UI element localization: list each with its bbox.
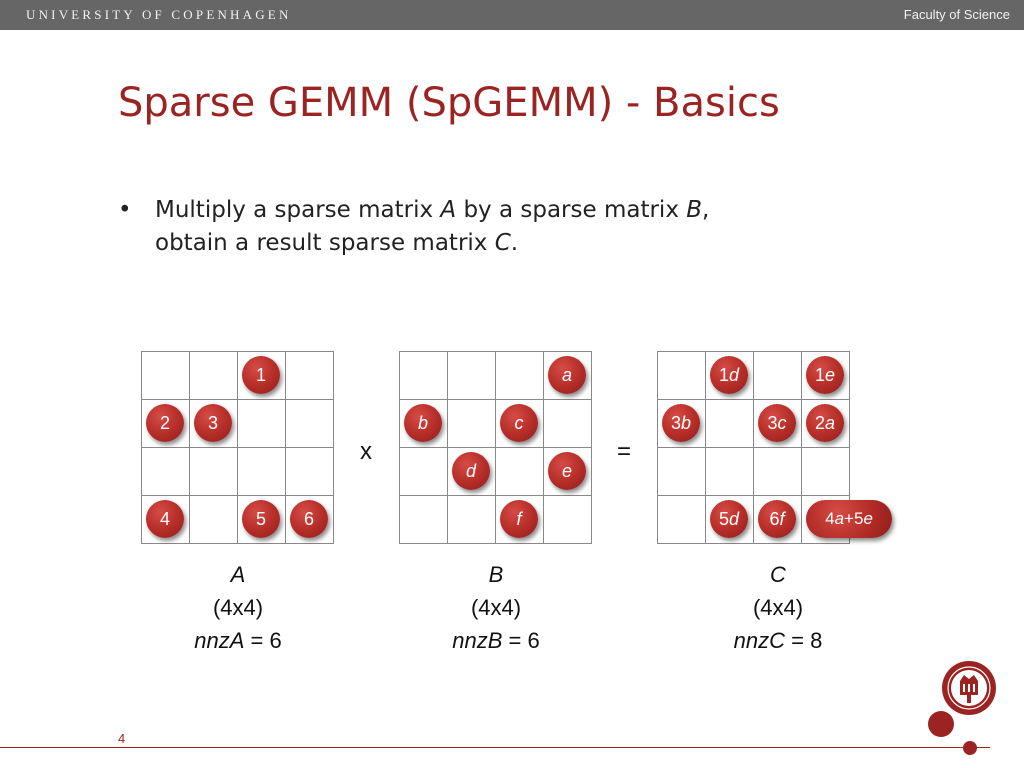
- nonzero-entry: 5 d: [710, 500, 748, 538]
- bullet-matrix-b: B: [686, 197, 703, 223]
- matrix-cell: [142, 400, 190, 448]
- matrix-a-name: A: [230, 562, 246, 587]
- matrix-b-caption: [416, 558, 576, 657]
- matrix-cell: [190, 448, 238, 496]
- nonzero-entry: 6: [290, 500, 328, 538]
- matrix-cell: [142, 352, 190, 400]
- matrix-cell: [400, 448, 448, 496]
- matrix-cell: [544, 352, 592, 400]
- nonzero-entry: c: [500, 404, 538, 442]
- footer-divider: [0, 747, 990, 748]
- bullet-text-part: Multiply a sparse matrix: [155, 197, 441, 223]
- matrix-cell: [400, 400, 448, 448]
- matrix-c-dims: (4x4): [752, 595, 804, 620]
- matrix-c-caption: [698, 558, 858, 657]
- matrix-b-nnz-value: = 6: [502, 628, 540, 653]
- matrix-cell: [802, 400, 850, 448]
- matrix-cell: [802, 352, 850, 400]
- decorative-circle-large: [928, 711, 954, 737]
- bullet-item: [118, 194, 898, 260]
- matrix-b-dims: (4x4): [470, 595, 522, 620]
- decorative-circle-small: [963, 741, 977, 755]
- matrix-cell: [142, 496, 190, 544]
- matrix-cell: [238, 496, 286, 544]
- matrix-cell: [754, 496, 802, 544]
- matrix-cell: [754, 400, 802, 448]
- matrix-c-nnz-label: nnzC: [733, 628, 786, 653]
- nonzero-entry: e: [548, 452, 586, 490]
- nonzero-entry: 2 a: [806, 404, 844, 442]
- header-bar: [0, 0, 1024, 30]
- matrix-b-name: B: [488, 562, 504, 587]
- matrix-cell: [706, 400, 754, 448]
- faculty-name: Faculty of Science: [903, 7, 1010, 22]
- nonzero-entry: 3 b: [662, 404, 700, 442]
- matrix-a-dims: (4x4): [212, 595, 264, 620]
- matrix-cell: [496, 496, 544, 544]
- matrix-cell: [286, 448, 334, 496]
- nonzero-entry: 3: [194, 404, 232, 442]
- bullet-matrix-a: A: [440, 197, 457, 223]
- matrix-cell: [754, 352, 802, 400]
- page-number: 4: [118, 731, 126, 746]
- matrix-cell: [238, 352, 286, 400]
- bullet-text-part: by a sparse matrix: [456, 197, 687, 223]
- matrix-cell: [190, 352, 238, 400]
- matrix-cell: [496, 448, 544, 496]
- matrix-b-grid: [399, 351, 592, 544]
- bullet-matrix-c: C: [494, 230, 511, 256]
- matrix-cell: [658, 448, 706, 496]
- matrix-a-caption: [158, 558, 318, 657]
- matrix-cell: [400, 496, 448, 544]
- matrix-cell: [658, 352, 706, 400]
- matrix-b-nnz-label: nnzB: [452, 628, 503, 653]
- bullet-text: [155, 194, 898, 260]
- nonzero-entry: 1 d: [710, 356, 748, 394]
- nonzero-entry: 6 f: [758, 500, 796, 538]
- matrix-c-name: C: [770, 562, 786, 587]
- matrix-cell: [286, 400, 334, 448]
- nonzero-entry: 2: [146, 404, 184, 442]
- matrix-a-nnz-label: nnzA: [194, 628, 245, 653]
- matrix-cell: [544, 448, 592, 496]
- matrix-cell: [706, 448, 754, 496]
- bullet-text-part: .: [510, 230, 519, 256]
- matrix-cell: [448, 448, 496, 496]
- matrix-cell: [706, 352, 754, 400]
- matrix-cell: [286, 496, 334, 544]
- matrix-c-nnz-value: = 8: [785, 628, 823, 653]
- matrix-cell: [658, 400, 706, 448]
- nonzero-entry: 1: [242, 356, 280, 394]
- matrix-cell: [496, 352, 544, 400]
- bullet-text-part: obtain a result sparse matrix: [155, 230, 495, 256]
- matrix-a-grid: [141, 351, 334, 544]
- matrix-cell: [448, 352, 496, 400]
- matrix-cell: [754, 448, 802, 496]
- matrix-cell: [400, 352, 448, 400]
- matrix-cell: [448, 400, 496, 448]
- nonzero-entry: d: [452, 452, 490, 490]
- nonzero-entry: 1 e: [806, 356, 844, 394]
- nonzero-entry: b: [404, 404, 442, 442]
- matrix-cell: [238, 448, 286, 496]
- matrix-cell: [706, 496, 754, 544]
- nonzero-entry: 4: [146, 500, 184, 538]
- matrix-cell: [448, 496, 496, 544]
- nonzero-entry: 4 a + 5 e: [806, 500, 892, 538]
- matrix-cell: [802, 496, 873, 544]
- matrix-cell: [802, 448, 850, 496]
- matrix-cell: [190, 496, 238, 544]
- matrix-cell: [544, 400, 592, 448]
- slide-title: Sparse GEMM (SpGEMM) - Basics: [118, 80, 780, 126]
- nonzero-entry: 5: [242, 500, 280, 538]
- matrix-c-grid: [657, 351, 873, 544]
- bullet-text-part: ,: [702, 197, 710, 223]
- university-seal-icon: [940, 659, 998, 717]
- multiply-operator: x: [360, 438, 372, 465]
- matrix-a-nnz-value: = 6: [244, 628, 282, 653]
- matrix-cell: [286, 352, 334, 400]
- matrix-cell: [190, 400, 238, 448]
- matrix-cell: [496, 400, 544, 448]
- nonzero-entry: a: [548, 356, 586, 394]
- matrix-cell: [658, 496, 706, 544]
- university-name: UNIVERSITY OF COPENHAGEN: [26, 7, 292, 22]
- matrix-cell: [238, 400, 286, 448]
- matrix-cell: [544, 496, 592, 544]
- matrix-cell: [142, 448, 190, 496]
- equals-operator: =: [617, 438, 632, 465]
- nonzero-entry: f: [500, 500, 538, 538]
- nonzero-entry: 3 c: [758, 404, 796, 442]
- bullet-dot: •: [118, 197, 132, 223]
